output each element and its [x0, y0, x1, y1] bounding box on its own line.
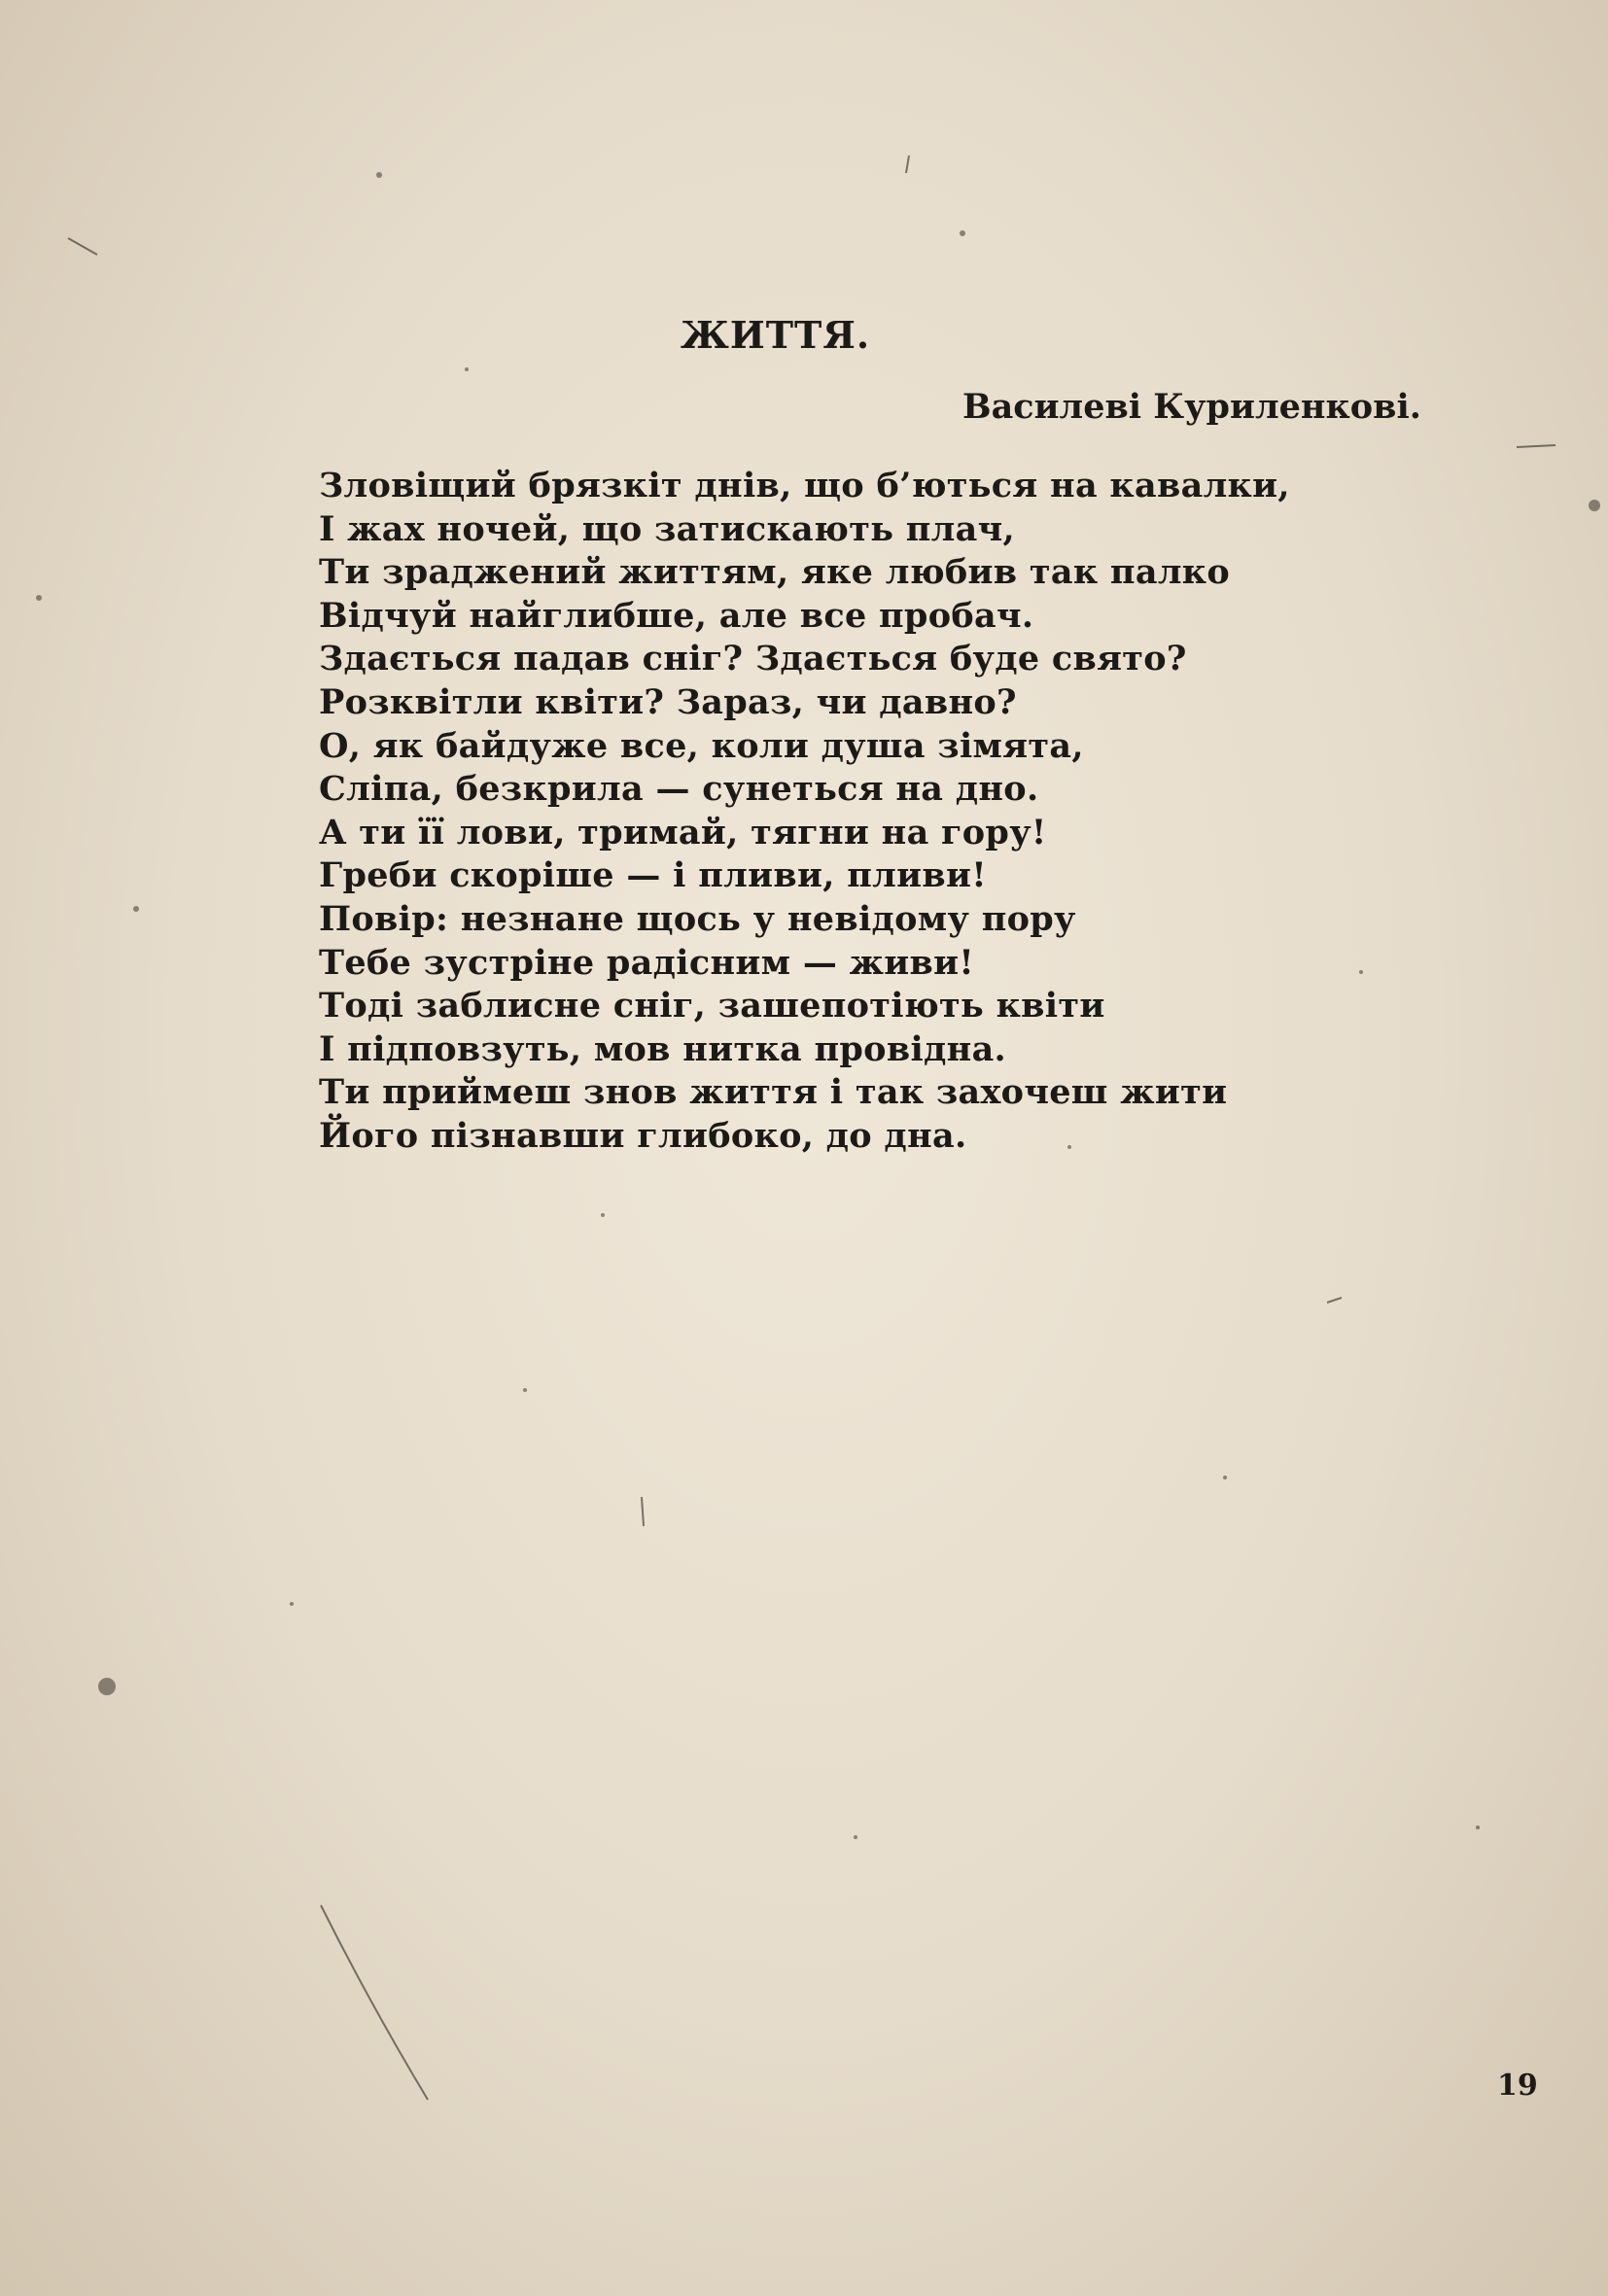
poem-line: Тебе зустріне радісним — живи! [319, 942, 975, 983]
poem-line: Повір: незнане щось у невідому пору [319, 898, 1076, 939]
poem-text [319, 465, 1466, 1159]
poem-line: Зловіщий брязкіт днів, що б’ються на кавалки, [319, 466, 1290, 505]
poem-title: ЖИТТЯ. [681, 313, 871, 357]
poem-line: Тоді заблисне сніг, зашепотіють квіти [319, 986, 1105, 1026]
poem-line: Греби скоріше — і пливи, пливи! [319, 855, 987, 896]
poem-line: Відчуй найглибше, але все пробач. [319, 595, 1034, 636]
page-number: 19 [1497, 2069, 1538, 2103]
poem-line: І підповзуть, мов нитка провідна. [319, 1028, 1007, 1069]
poem-line: Розквітли квіти? Зараз, чи давно? [319, 681, 1017, 722]
poem-line: А ти її лови, тримай, тягни на гору! [319, 812, 1047, 852]
poem-line: Здається падав сніг? Здається буде свято? [319, 639, 1187, 679]
poem-line: Ти приймеш знов життя і так захочеш жити [319, 1072, 1228, 1113]
poem-line: Його пізнавши глибоко, до дна. [319, 1115, 967, 1156]
poem-line: Сліпа, безкрила — сунеться на дно. [319, 769, 1039, 810]
poem-line: І жах ночей, що затискають плач, [319, 508, 1016, 549]
poem-dedication: Василеві Куриленкові. [962, 387, 1421, 427]
poem-line: О, як байдуже все, коли душа зімята, [319, 725, 1084, 766]
poem-line: Ти зраджений життям, яке любив так палко [319, 552, 1231, 593]
